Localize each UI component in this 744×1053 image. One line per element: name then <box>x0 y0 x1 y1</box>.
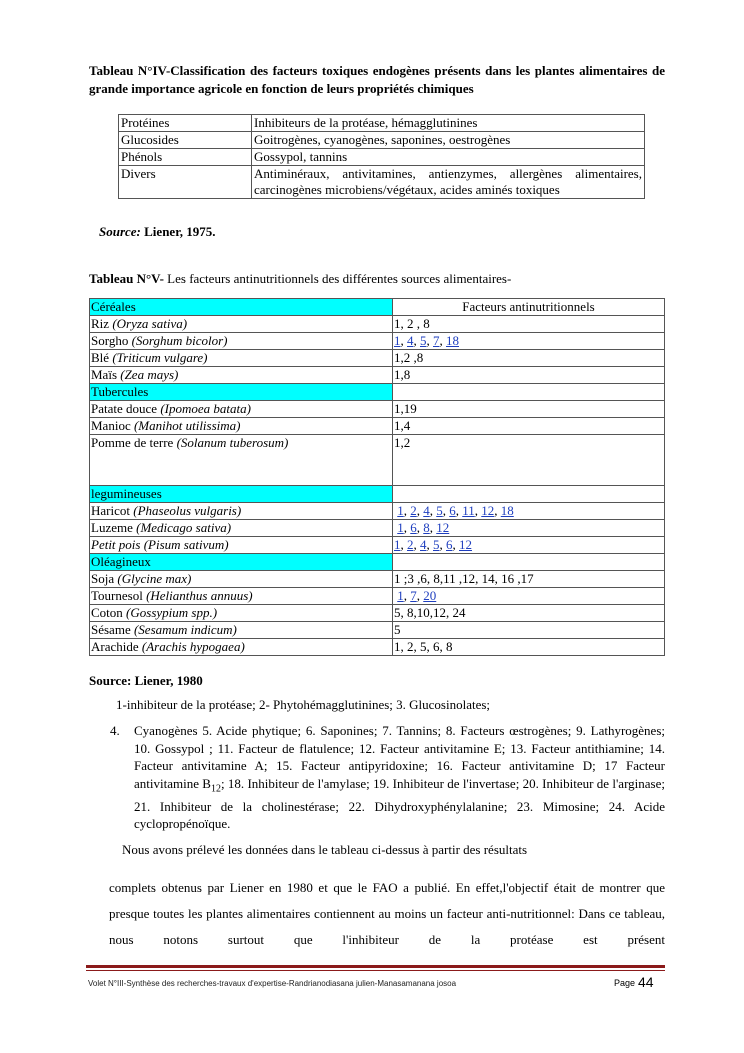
factor-link[interactable]: 20 <box>423 588 437 603</box>
table4-source <box>99 224 216 240</box>
plant-latin: (Gossypium spp.) <box>126 605 218 620</box>
factors-cell: 1 ;3 ,6, 8,11 ,12, 14, 16 ,17 <box>393 571 665 588</box>
table5-source: Source: Liener, 1980 <box>89 673 203 688</box>
factors-cell: 1, 2 , 8 <box>393 316 665 333</box>
plant-cell <box>90 503 393 520</box>
plant-cell <box>90 639 393 656</box>
legend-text-b: ; 18. Inhibiteur de l'amylase; 19. Inhibiteur de l'invertase; 20. Inhibiteur de l'arginase; 21. Inhibiteur de la cholinestérase; 22. Dihydroxyphénylalanine; 23. Mimosine; 24. Acide cyclopropénoïque. <box>134 775 665 832</box>
table4-category: Protéines <box>119 115 252 132</box>
plant-name: Maïs <box>91 367 121 382</box>
factors-cell: 1, 7, 20 <box>393 588 665 605</box>
plant-latin: (Triticum vulgare) <box>112 350 208 365</box>
table4-category: Glucosides <box>119 132 252 149</box>
table5-title-rest: Les facteurs antinutritionnels des différentes sources alimentaires- <box>163 271 512 286</box>
plant-name: Haricot <box>91 503 134 518</box>
plant-cell <box>90 435 393 486</box>
legend-list <box>110 722 665 833</box>
plant-latin: (Ipomoea batata) <box>160 401 251 416</box>
table-row <box>90 503 665 520</box>
plant-cell <box>90 520 393 537</box>
factors-cell: 1,8 <box>393 367 665 384</box>
factor-link[interactable]: 7 <box>433 333 440 348</box>
factor-link[interactable]: 18 <box>500 503 514 518</box>
table-row <box>90 537 665 554</box>
plant-cell <box>90 588 393 605</box>
table-row <box>119 149 645 166</box>
plant-cell <box>90 367 393 384</box>
table4-factors: Inhibiteurs de la protéase, hémagglutinines <box>252 115 645 132</box>
table-row <box>90 486 665 503</box>
plant-name: Sésame <box>91 622 134 637</box>
factor-link[interactable]: 12 <box>459 537 472 552</box>
group-tubercules: Tubercules <box>90 384 393 401</box>
table-row <box>90 384 665 401</box>
legend-text <box>134 722 665 833</box>
plant-latin: (Manihot utilissima) <box>133 418 241 433</box>
plant-cell <box>90 605 393 622</box>
plant-name: Patate douce <box>91 401 161 416</box>
plant-name: Soja <box>91 571 118 586</box>
empty-cell <box>393 384 665 401</box>
table4-factors: Goitrogènes, cyanogènes, saponines, oestrogènes <box>252 132 645 149</box>
group-legumineuses: legumineuses <box>90 486 393 503</box>
plant-cell <box>90 333 393 350</box>
factor-link[interactable]: 6 <box>446 537 453 552</box>
factor-link[interactable]: 2 <box>410 503 417 518</box>
factors-cell: 5, 8,10,12, 24 <box>393 605 665 622</box>
factor-link[interactable]: 11 <box>462 503 475 518</box>
table5-title <box>89 271 511 287</box>
table5-title-bold: Tableau N°V- <box>89 271 164 286</box>
factor-link[interactable]: 1 <box>397 520 404 535</box>
table-row <box>90 333 665 350</box>
table-row <box>119 132 645 149</box>
paragraph-body: complets obtenus par Liener en 1980 et que le FAO a publié. En effet,l'objectif était de montrer que presque toutes les plantes alimentaires contiennent au moins un facteur anti-nutritionnel: Dans ce tableau, nous notons surtout que l'inhibiteur de la protéase est présent <box>109 880 665 947</box>
plant-latin: (Glycine max) <box>117 571 192 586</box>
factors-cell: 1, 6, 8, 12 <box>393 520 665 537</box>
group-cereales: Céréales <box>90 299 393 316</box>
table-row <box>90 622 665 639</box>
factors-cell: 1,2 ,8 <box>393 350 665 367</box>
plant-latin: (Sesamum indicum) <box>133 622 237 637</box>
plant-cell <box>90 622 393 639</box>
plant-latin: (Oryza sativa) <box>112 316 188 331</box>
factors-cell: 1, 2, 4, 5, 6, 12 <box>393 537 665 554</box>
plant-name: Arachide <box>91 639 142 654</box>
plant-latin: (Helianthus annuus) <box>146 588 253 603</box>
empty-cell <box>393 554 665 571</box>
empty-cell <box>393 486 665 503</box>
factor-link[interactable]: 6 <box>410 520 417 535</box>
footer-text: Volet N°III-Synthèse des recherches-travaux d'expertise-Randrianodiasana julien-Manasamanana josoa <box>88 979 457 988</box>
plant-latin: (Sorghum bicolor) <box>131 333 228 348</box>
plant-name: Luzeme <box>91 520 137 535</box>
factor-link[interactable]: 8 <box>423 520 430 535</box>
paragraph-intro: Nous avons prélevé les données dans le tableau ci-dessus à partir des résultats <box>122 842 528 857</box>
plant-name: Blé <box>91 350 113 365</box>
page-label: Page <box>614 978 636 988</box>
table-row <box>90 605 665 622</box>
factor-link[interactable]: 1 <box>394 537 401 552</box>
factor-link[interactable]: 7 <box>410 588 417 603</box>
plant-name: Manioc <box>91 418 134 433</box>
footer-rule-thin <box>86 970 665 971</box>
plant-name: Riz <box>91 316 113 331</box>
table4-category: Divers <box>119 166 252 199</box>
factors-cell: 1,19 <box>393 401 665 418</box>
factor-link[interactable]: 4 <box>407 333 414 348</box>
source-value: Liener, 1975. <box>144 224 216 239</box>
factor-link[interactable]: 5 <box>436 503 443 518</box>
source-label: Source: <box>99 224 141 239</box>
factor-link[interactable]: 2 <box>407 537 414 552</box>
table-row <box>90 554 665 571</box>
table-row <box>90 520 665 537</box>
factor-link[interactable]: 5 <box>433 537 440 552</box>
factor-link[interactable]: 6 <box>449 503 456 518</box>
table-row <box>90 316 665 333</box>
factor-link[interactable]: 1 <box>394 333 401 348</box>
table-row <box>90 571 665 588</box>
group-oleagineux: Oléagineux <box>90 554 393 571</box>
table-row <box>119 115 645 132</box>
table-row <box>90 588 665 605</box>
plant-latin: (Phaseolus vulgaris) <box>133 503 242 518</box>
table-row <box>90 418 665 435</box>
plant-name: Coton <box>91 605 127 620</box>
page-number: 44 <box>638 974 654 990</box>
table-row <box>119 166 645 199</box>
table4 <box>118 114 645 199</box>
plant-latin: Petit pois (Pisum sativum) <box>91 537 229 552</box>
legend-line-1: 1-inhibiteur de la protéase; 2- Phytohémagglutinines; 3. Glucosinolates; <box>116 697 491 712</box>
plant-cell <box>90 537 393 554</box>
legend-number: 4. <box>110 723 120 738</box>
plant-cell <box>90 401 393 418</box>
table-row <box>90 350 665 367</box>
table-row <box>90 367 665 384</box>
table5-header: Facteurs antinutritionnels <box>393 299 665 316</box>
factor-link[interactable]: 12 <box>481 503 495 518</box>
factor-link[interactable]: 1 <box>397 588 404 603</box>
factor-link[interactable]: 5 <box>420 333 427 348</box>
plant-cell <box>90 316 393 333</box>
factors-cell: 1,4 <box>393 418 665 435</box>
plant-latin: (Arachis hypogaea) <box>141 639 245 654</box>
factor-link[interactable]: 12 <box>436 520 450 535</box>
plant-latin: (Zea mays) <box>120 367 179 382</box>
factor-link[interactable]: 1 <box>397 503 404 518</box>
plant-name: Pomme de terre <box>91 435 177 450</box>
legend-subscript: 12 <box>210 783 221 795</box>
table4-factors: Antiminéraux, antivitamines, antienzymes, allergènes alimentaires, carcinogènes microbiens/végétaux, acides aminés toxiques <box>252 166 645 199</box>
factor-link[interactable]: 4 <box>420 537 427 552</box>
factors-cell: 1, 2, 5, 6, 8 <box>393 639 665 656</box>
factors-cell: 1, 4, 5, 7, 18 <box>393 333 665 350</box>
plant-latin: (Solanum tuberosum) <box>176 435 289 450</box>
factors-cell: 5 <box>393 622 665 639</box>
table-row <box>90 401 665 418</box>
table-row <box>90 299 665 316</box>
table4-category: Phénols <box>119 149 252 166</box>
plant-name: Sorgho <box>91 333 132 348</box>
plant-cell <box>90 571 393 588</box>
plant-cell <box>90 350 393 367</box>
table-row <box>90 639 665 656</box>
plant-latin: (Medicago sativa) <box>136 520 232 535</box>
table-row <box>90 435 665 486</box>
plant-name: Tournesol <box>91 588 147 603</box>
factors-cell: 1,2 <box>393 435 665 486</box>
table4-title: Tableau N°IV-Classification des facteurs toxiques endogènes présents dans les plantes alimentaires de grande importance agricole en fonction de leurs propriétés chimiques <box>89 63 665 96</box>
table4-factors: Gossypol, tannins <box>252 149 645 166</box>
plant-cell <box>90 418 393 435</box>
table5 <box>89 298 665 656</box>
legend-text-a: Cyanogènes 5. Acide phytique; 6. Saponines; 7. Tannins; 8. Facteurs œstrogènes; 9. Lathyrogènes; 10. Gossypol ; 11. Facteur de flatulence; 12. Facteur antivitamine E; 13. Facteur antithiamine; 14. Facteur antivitamine A; 15. Facteur antipyridoxine; 16. Facteur antivitamine D; 17 Facteur antivitamine B <box>134 723 665 791</box>
factor-link[interactable]: 18 <box>446 333 459 348</box>
factors-cell: 1, 2, 4, 5, 6, 11, 12, 18 <box>393 503 665 520</box>
factor-link[interactable]: 4 <box>423 503 430 518</box>
footer-rule <box>86 965 665 968</box>
